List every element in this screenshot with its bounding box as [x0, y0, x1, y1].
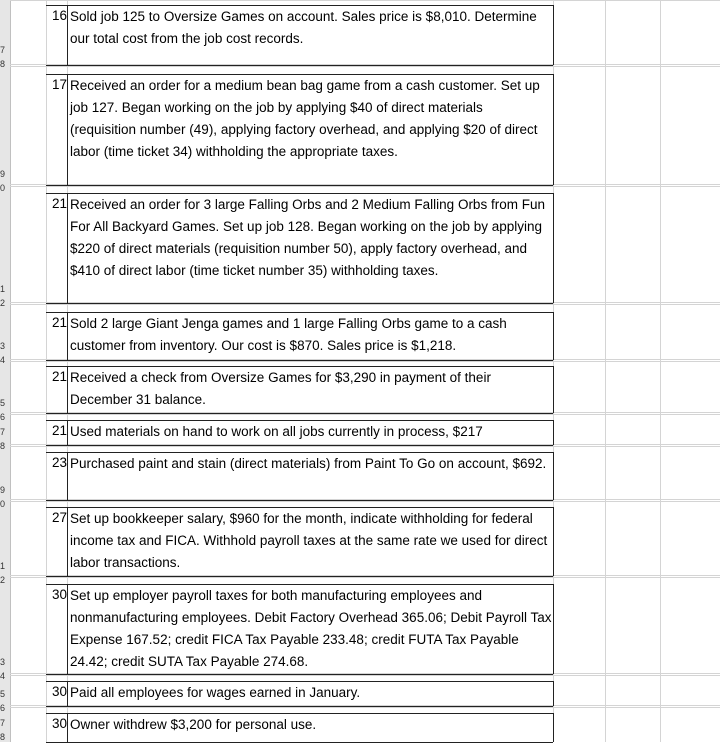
row-number: 2 [0, 298, 6, 308]
row-number: 1 [0, 561, 6, 571]
row-gridline [10, 304, 720, 305]
entry-bottom-border [46, 445, 553, 446]
entry-bottom-border [46, 185, 553, 186]
row-number: 7 [0, 427, 6, 437]
row-number: 4 [0, 355, 6, 365]
entry-right-border [553, 452, 554, 500]
row-gridline [10, 66, 720, 67]
entry-description: Received a check from Oversize Games for $3,290 in payment of their December 31 balance. [70, 370, 491, 407]
entry-day: 21 [51, 423, 67, 438]
entry-right-border [553, 312, 554, 360]
entry-bottom-border [46, 65, 553, 66]
entry-day: 23 [51, 455, 67, 470]
entry-right-border [553, 584, 554, 674]
entry-description: Used materials on hand to work on all jobs currently in process, $217 [70, 424, 483, 439]
entry-left-border [67, 420, 68, 445]
row-gridline [10, 186, 720, 187]
entry-right-border [553, 507, 554, 576]
entry-bottom-border [46, 576, 553, 577]
entry-description: Set up bookkeeper salary, $960 for the month, indicate withholding for federal income tax and FICA. Withhold payroll taxes at the same rate we used for direct labor transactions. [70, 511, 548, 570]
entry-bottom-border [46, 706, 553, 707]
row-number: 4 [0, 671, 6, 681]
entry-bottom-border [46, 413, 553, 414]
entry-day: 21 [51, 196, 67, 211]
row-gridline [10, 361, 720, 362]
entry-right-border [553, 681, 554, 706]
entry-day: 27 [51, 510, 67, 525]
entry-right-border [553, 420, 554, 445]
entry-day: 30 [51, 716, 67, 731]
entry-bottom-border [46, 674, 553, 675]
column-gridline [605, 0, 606, 742]
entry-right-border [553, 366, 554, 413]
entry-day: 30 [51, 587, 67, 602]
row-gridline [10, 577, 720, 578]
row-number: 3 [0, 657, 6, 667]
entry-day: 21 [51, 315, 67, 330]
row-number: 5 [0, 398, 6, 408]
entry-left-border [67, 74, 68, 185]
entry-bottom-border [46, 500, 553, 501]
row-number: 7 [0, 718, 6, 728]
entry-left-border [67, 681, 68, 706]
entry-left-border [67, 5, 68, 65]
row-header-column [0, 0, 11, 742]
entry-left-border [67, 312, 68, 360]
row-gridline [10, 501, 720, 502]
entry-left-border [67, 584, 68, 674]
entry-right-border [553, 713, 554, 742]
row-number: 1 [0, 284, 6, 294]
entry-left-border [67, 193, 68, 303]
column-gridline [660, 0, 661, 742]
row-number: 6 [0, 703, 6, 713]
entry-day: 30 [51, 684, 67, 699]
row-gridline [10, 414, 720, 415]
row-number: 2 [0, 575, 6, 585]
entry-left-border [67, 452, 68, 500]
row-gridline [10, 707, 720, 708]
row-number: 0 [0, 499, 6, 509]
entry-left-border [67, 713, 68, 742]
entry-description: Owner withdrew $3,200 for personal use. [70, 717, 317, 732]
row-number: 0 [0, 183, 6, 193]
row-number: 9 [0, 485, 6, 495]
row-number: 8 [0, 441, 6, 451]
entry-bottom-border [46, 360, 553, 361]
entry-left-border [67, 366, 68, 413]
entry-right-border [553, 74, 554, 185]
entry-bottom-border [46, 303, 553, 304]
entry-description: Set up employer payroll taxes for both manufacturing employees and nonmanufacturing employees. Debit Factory Overhead 365.06; Debit Payroll Tax Expense 167.52; credit FICA Tax Payable 233.48; credit FUTA Tax Payable 24.42; credit SUTA Tax Payable 274.68. [70, 588, 552, 669]
row-gridline [10, 446, 720, 447]
entry-description: Purchased paint and stain (direct materials) from Paint To Go on account, $692. [70, 456, 547, 471]
entry-description: Received an order for 3 large Falling Orbs and 2 Medium Falling Orbs from Fun For All Backyard Games. Set up job 128. Began working on the job by applying $220 of direct materials (requisition number 50), apply factory overhead, and $410 of direct labor (time ticket number 35) withholding taxes. [70, 197, 545, 278]
row-number: 6 [0, 412, 6, 422]
row-number: 9 [0, 169, 6, 179]
entry-left-border [67, 507, 68, 576]
entry-description: Sold job 125 to Oversize Games on account. Sales price is $8,010. Determine our total cost from the job cost records. [70, 9, 537, 46]
row-number: 3 [0, 341, 6, 351]
row-number: 7 [0, 45, 6, 55]
row-number: 5 [0, 689, 6, 699]
entry-description: Received an order for a medium bean bag game from a cash customer. Set up job 127. Began working on the job by applying $40 of direct materials (requisition number (49), applying factory overhead, and applying $20 of direct labor (time ticket 34) withholding the appropriate taxes. [70, 78, 540, 159]
entry-description: Paid all employees for wages earned in January. [70, 685, 361, 700]
entry-description: Sold 2 large Giant Jenga games and 1 large Falling Orbs game to a cash customer from inventory. Our cost is $870. Sales price is $1,218. [70, 316, 507, 353]
entry-right-border [553, 5, 554, 65]
row-gridline [10, 0, 720, 1]
entry-day: 21 [51, 369, 67, 384]
row-number: 8 [0, 732, 6, 742]
entry-day: 16 [51, 8, 67, 23]
entry-right-border [553, 193, 554, 303]
row-number: 8 [0, 59, 6, 69]
row-gridline [10, 675, 720, 676]
entry-day: 17 [51, 77, 67, 92]
